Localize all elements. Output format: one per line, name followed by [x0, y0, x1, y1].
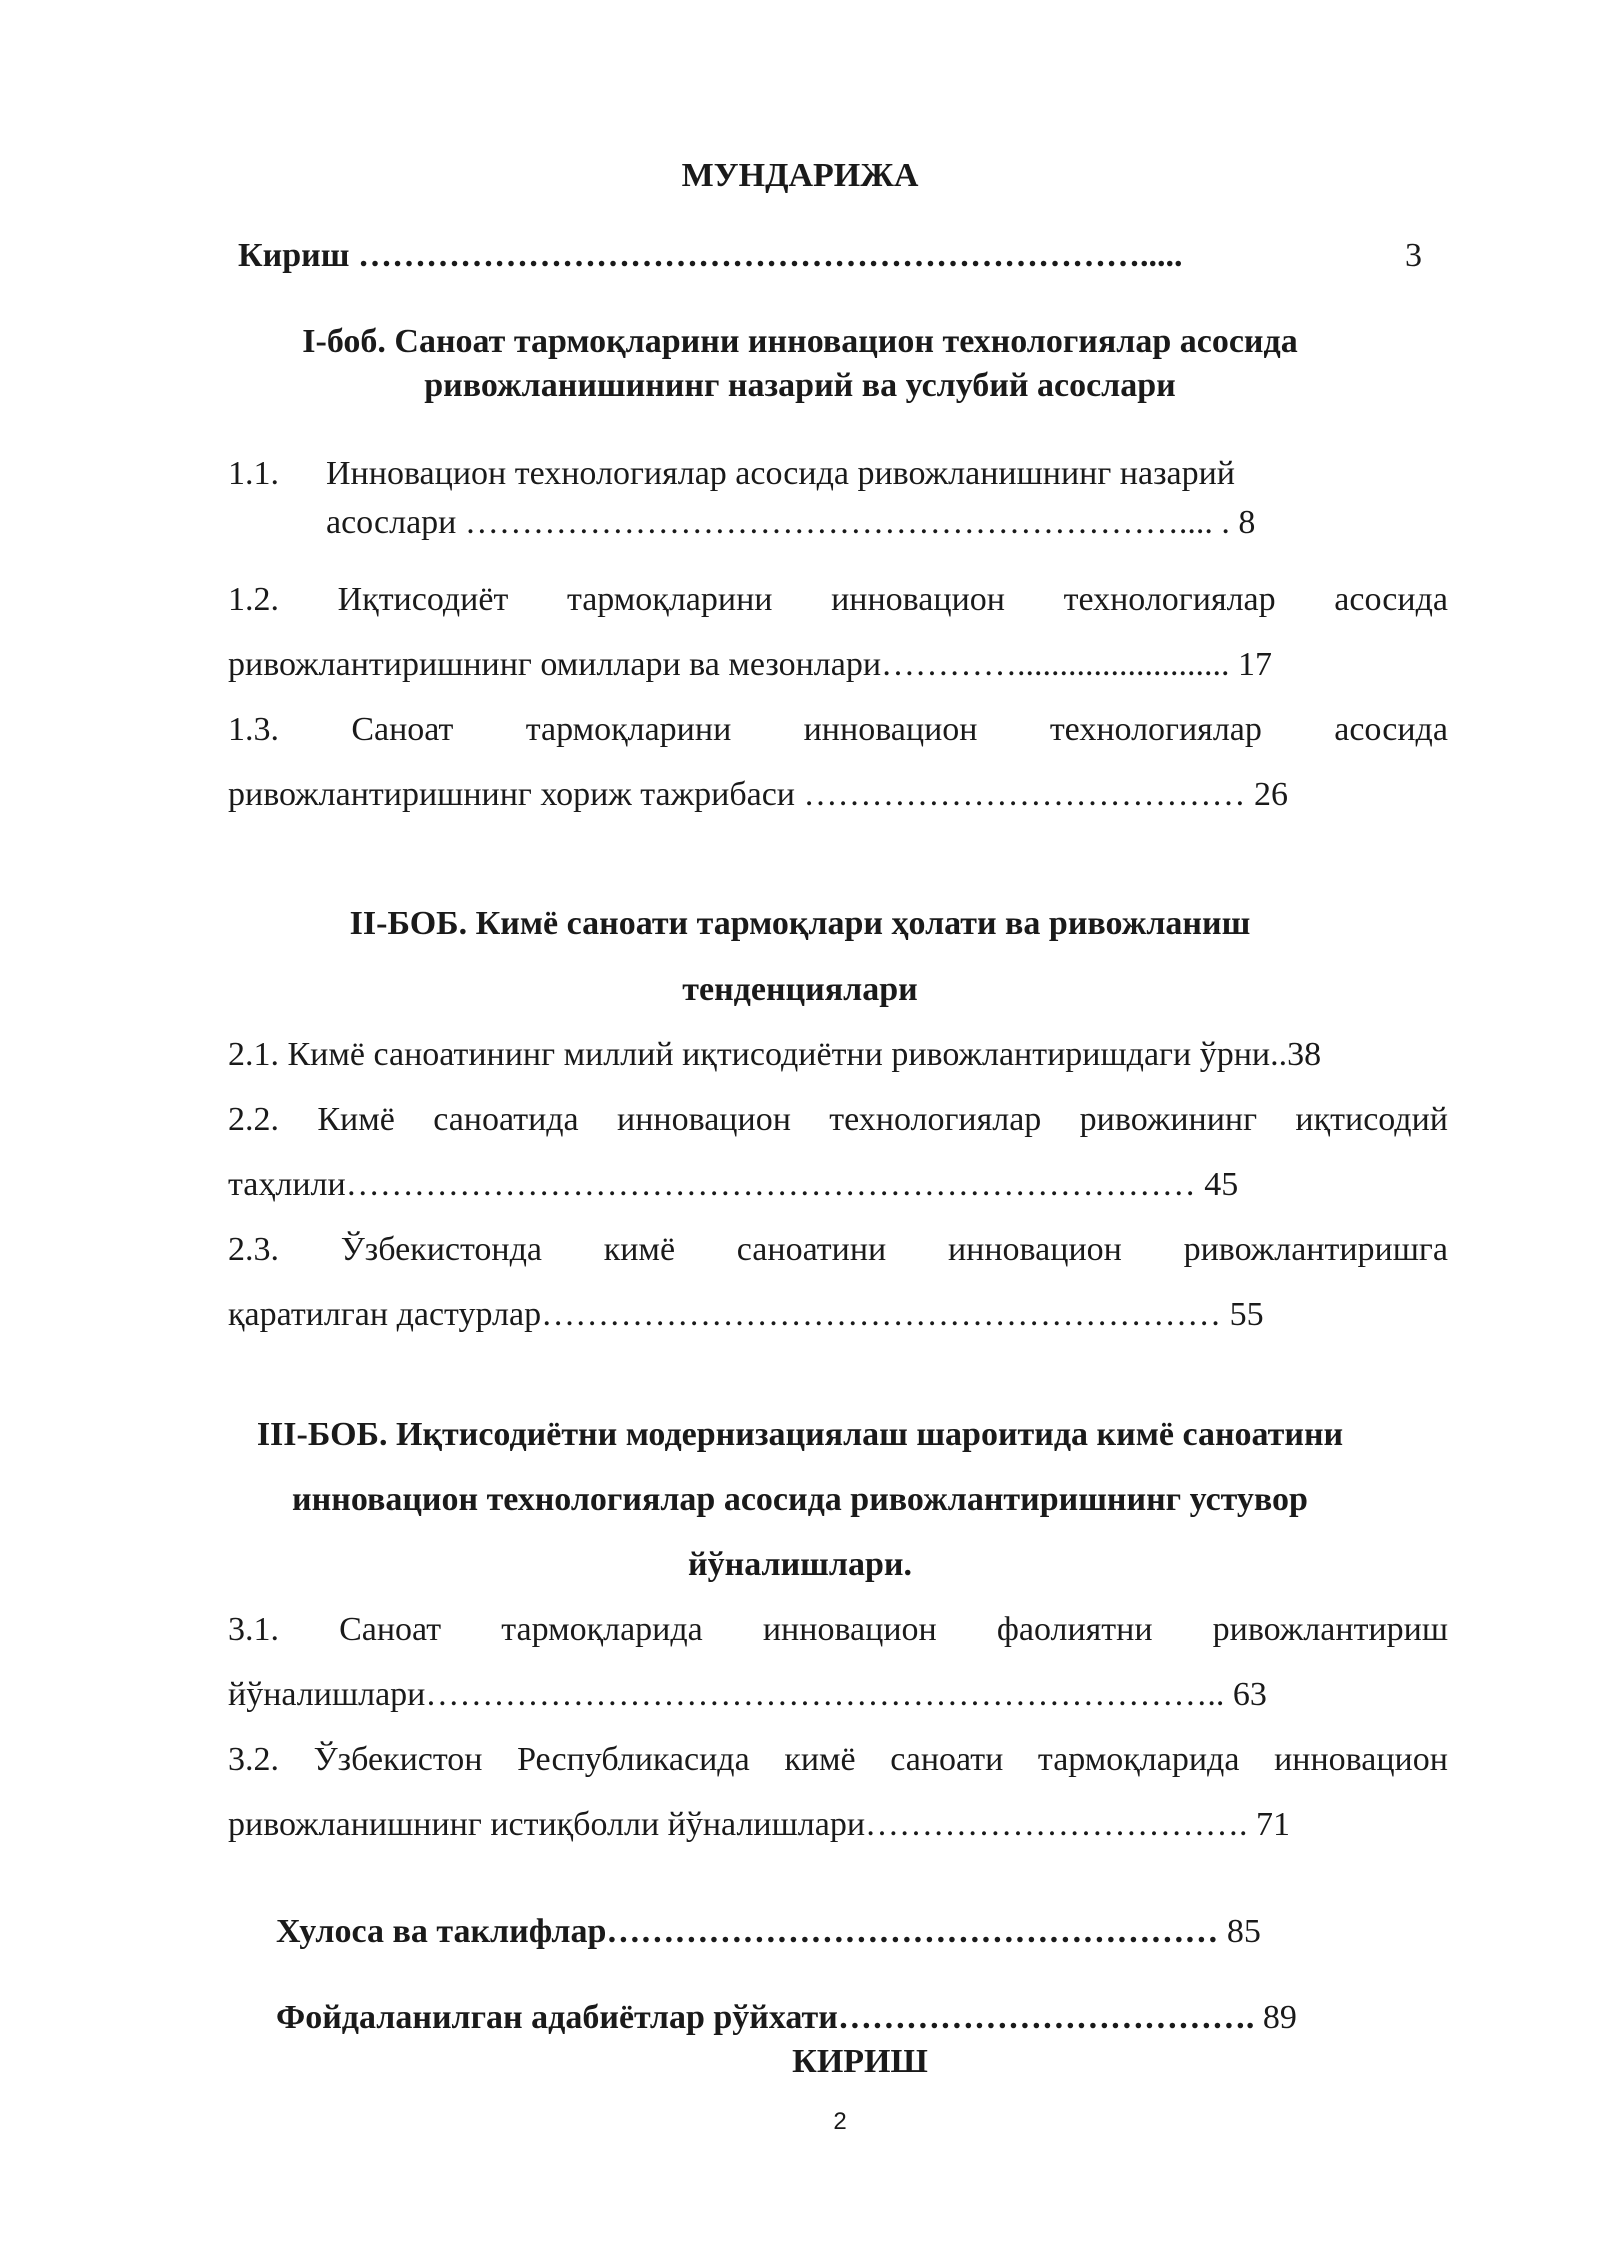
entry-word: саноатини	[736, 1231, 887, 1268]
entry-word: тармоқларини	[525, 711, 732, 748]
toc-entry-1-2-line1[interactable]	[228, 580, 1448, 620]
toc-entry-1-2-line2[interactable]: ривожлантиришнинг омиллари ва мезонлари…………......................... 17	[228, 646, 1273, 683]
entry-word: Иқтисодиёт	[337, 581, 509, 618]
toc-title: МУНДАРИЖА	[681, 157, 919, 194]
entry-word: 2.3.	[228, 1231, 279, 1268]
toc-entry-1-1-number: 1.1.	[228, 455, 279, 492]
entry-word: ривожлантириш	[1212, 1611, 1448, 1648]
chapter1-heading-line1: I-боб. Саноат тармоқларини инновацион технологиялар асосида	[302, 323, 1298, 360]
entry-word: технологиялар	[1049, 711, 1262, 748]
toc-entry-2-1[interactable]: 2.1. Кимё саноатининг миллий иқтисодиётни ривожлантиришдаги ўрни..38	[228, 1036, 1322, 1073]
entry-word: саноати	[890, 1741, 1004, 1778]
entry-word: иқтисодий	[1295, 1101, 1448, 1138]
entry-word: 3.1.	[228, 1611, 279, 1648]
conclusion-leader-dots: ………………………………………………	[606, 1913, 1219, 1950]
chapter3-heading-line3: йўналишлари.	[688, 1546, 912, 1583]
entry-word: инновацион	[762, 1611, 937, 1648]
entry-word: 3.2.	[228, 1741, 279, 1778]
chapter2-heading-line1: II-БОБ. Кимё саноати тармоқлари ҳолати ва ривожланиш	[349, 905, 1251, 942]
chapter3-heading-line1: III-БОБ. Иқтисодиётни модернизациялаш шароитида кимё саноатини	[256, 1416, 1344, 1453]
chapter1-heading-line2: ривожланишининг назарий ва услубий асослари	[424, 367, 1176, 404]
entry-word: ривожлантиришга	[1183, 1231, 1448, 1268]
entry-word: тармоқларини	[566, 581, 773, 618]
toc-entry-references[interactable]	[276, 1998, 1297, 2038]
toc-entry-1-3-line1[interactable]	[228, 710, 1448, 750]
toc-entry-3-1-line2[interactable]: йўналишлари…………………………………………………………….. 63	[228, 1676, 1267, 1713]
entry-word: асосида	[1334, 581, 1448, 618]
chapter3-heading-line2: инновацион технологиялар асосида ривожлантиришнинг устувор	[292, 1481, 1308, 1518]
conclusion-label: Хулоса ва таклифлар	[276, 1913, 607, 1950]
intro-page-number: 3	[1405, 237, 1422, 274]
intro-leader-dots: …………………………………………………………….....	[357, 237, 1183, 274]
entry-word: фаолиятни	[996, 1611, 1153, 1648]
toc-entry-1-3-line2[interactable]: ривожлантиришнинг хориж тажрибаси ………………………………… 26	[228, 776, 1288, 813]
entry-word: Саноат	[351, 711, 454, 748]
entry-word: 2.2.	[228, 1101, 279, 1138]
chapter2-heading-line2: тенденциялари	[682, 971, 918, 1008]
toc-entry-3-1-line1[interactable]	[228, 1610, 1448, 1650]
toc-entry-2-3-line1[interactable]	[228, 1230, 1448, 1270]
entry-word: Республикасида	[517, 1741, 750, 1778]
entry-word: инновацион	[803, 711, 978, 748]
entry-word: инновацион	[947, 1231, 1122, 1268]
entry-word: Ўзбекистон	[313, 1741, 483, 1778]
references-page-number: 89	[1254, 1999, 1297, 2036]
entry-word: инновацион	[1274, 1741, 1448, 1778]
toc-entry-2-3-line2[interactable]: қаратилган дастурлар…………………………………………………… 55	[228, 1296, 1264, 1333]
entry-word: тармоқларида	[501, 1611, 703, 1648]
entry-word: Ўзбекистонда	[340, 1231, 542, 1268]
references-leader-dots: ……………………………….	[837, 1999, 1255, 2036]
toc-entry-3-2-line2[interactable]: ривожланишнинг истиқболли йўналишлари……………………………. 71	[228, 1806, 1291, 1843]
entry-word: Кимё	[317, 1101, 395, 1138]
entry-word: инновацион	[831, 581, 1005, 618]
conclusion-page-number: 85	[1218, 1913, 1261, 1950]
entry-word: саноатида	[433, 1101, 579, 1138]
toc-entry-intro[interactable]	[238, 236, 1182, 276]
toc-entry-1-1-line2[interactable]: асослари ……………………………………………………….... . 8	[326, 504, 1256, 541]
toc-entry-2-2-line2[interactable]: таҳлили………………………………………………………………… 45	[228, 1166, 1239, 1203]
references-label: Фойдаланилган адабиётлар рўйхати	[276, 1999, 838, 2036]
toc-entry-3-2-line1[interactable]	[228, 1740, 1448, 1780]
entry-word: 1.3.	[228, 711, 279, 748]
entry-word: инновацион	[617, 1101, 791, 1138]
entry-word: асосида	[1334, 711, 1448, 748]
toc-entry-1-1-line1[interactable]: Инновацион технологиялар асосида ривожланишнинг назарий	[326, 455, 1236, 492]
entry-word: ривожининг	[1079, 1101, 1258, 1138]
page-number: 2	[833, 2108, 847, 2135]
entry-word: 1.2.	[228, 581, 279, 618]
next-section-heading: КИРИШ	[792, 2043, 928, 2080]
entry-word: кимё	[784, 1741, 856, 1778]
intro-label: Кириш	[238, 237, 358, 274]
toc-entry-conclusion[interactable]	[276, 1912, 1261, 1952]
entry-word: технологиялар	[829, 1101, 1042, 1138]
entry-word: тармоқларида	[1037, 1741, 1240, 1778]
entry-word: кимё	[603, 1231, 676, 1268]
toc-entry-2-2-line1[interactable]	[228, 1100, 1448, 1140]
entry-word: Саноат	[339, 1611, 442, 1648]
entry-word: технологиялар	[1063, 581, 1276, 618]
